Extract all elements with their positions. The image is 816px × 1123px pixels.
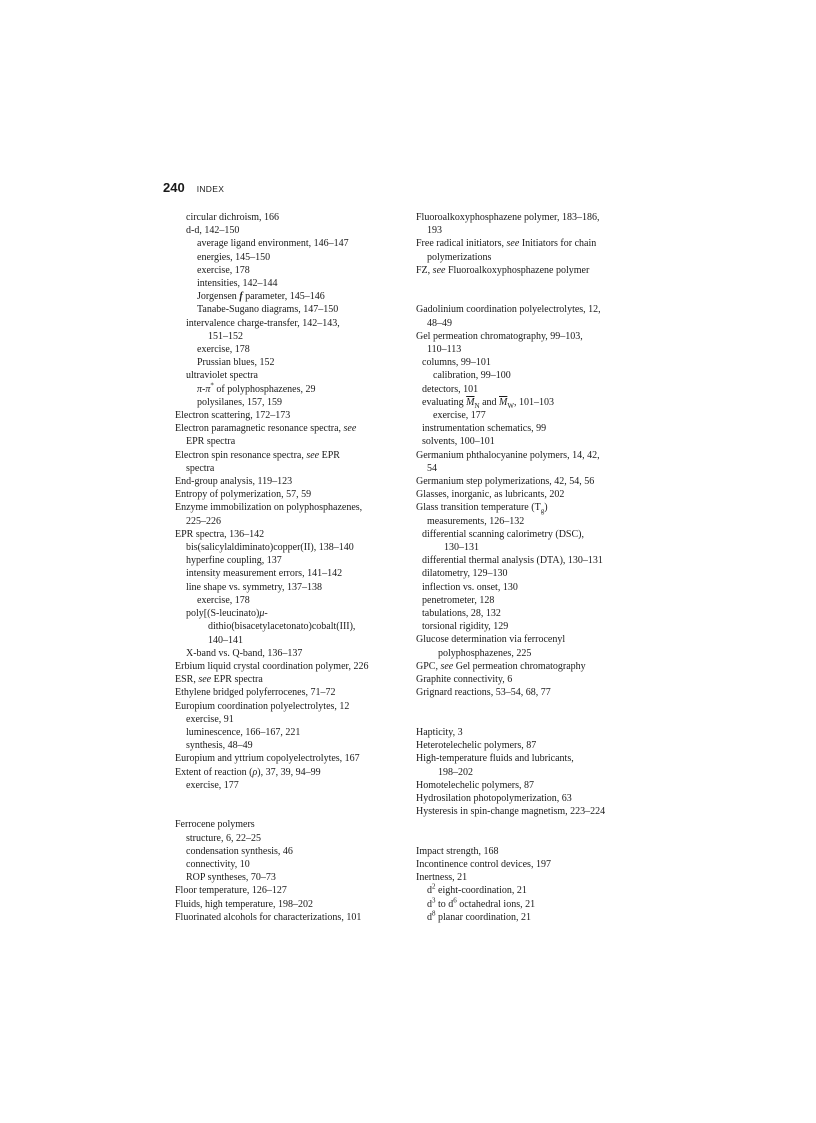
index-entry: Glasses, inorganic, as lubricants, 202 <box>416 489 565 501</box>
index-entry: exercise, 178 <box>197 594 250 606</box>
index-entry: Impact strength, 168 <box>416 845 499 857</box>
index-entry: luminescence, 166–167, 221 <box>186 726 301 738</box>
index-entry: structure, 6, 22–25 <box>186 832 261 844</box>
index-entry: Electron spin resonance spectra, see EPR <box>175 449 340 461</box>
index-entry: intensity measurement errors, 141–142 <box>186 568 343 580</box>
index-entry: columns, 99–101 <box>422 357 491 369</box>
index-entry: dilatometry, 129–130 <box>422 568 508 580</box>
index-entry: circular dichroism, 166 <box>186 212 280 223</box>
index-entry: Incontinence control devices, 197 <box>416 858 551 870</box>
index-entry: π-π* of polyphosphazenes, 29 <box>197 381 316 395</box>
index-entry: 140–141 <box>208 634 243 646</box>
index-entry: Entropy of polymerization, 57, 59 <box>175 489 312 501</box>
index-entry: tabulations, 28, 132 <box>422 608 501 620</box>
index-entry: Fluids, high temperature, 198–202 <box>175 898 314 910</box>
page-number: 240 <box>163 180 185 195</box>
index-entry: Electron paramagnetic resonance spectra, see <box>175 423 357 435</box>
index-entry: Europium coordination polyelectrolytes, 12 <box>175 700 350 712</box>
index-entry: Ethylene bridged polyferrocenes, 71–72 <box>175 687 336 699</box>
running-head: INDEX <box>196 184 225 194</box>
index-entry: d-d, 142–150 <box>186 225 240 237</box>
index-entry: Erbium liquid crystal coordination polymer, 226 <box>175 660 369 672</box>
index-entry: polymerizations <box>427 251 492 263</box>
index-entry: Extent of reaction (ρ), 37, 39, 94–99 <box>175 766 321 778</box>
index-entry: Prussian blues, 152 <box>197 357 275 369</box>
index-entry: Jorgensen f parameter, 145–146 <box>197 291 325 303</box>
index-entry: Ferrocene polymers <box>175 819 255 831</box>
index-entry: End-group analysis, 119–123 <box>175 476 293 488</box>
index-entry: Floor temperature, 126–127 <box>175 885 287 897</box>
index-entry: Free radical initiators, see Initiators for chain <box>416 238 597 250</box>
index-entry: Inertness, 21 <box>416 872 468 884</box>
index-entry: Heterotelechelic polymers, 87 <box>416 740 537 752</box>
index-entry: Enzyme immobilization on polyphosphazenes, <box>175 502 363 514</box>
index-entry: Hysteresis in spin-change magnetism, 223–224 <box>416 806 606 818</box>
index-entry: Tanabe-Sugano diagrams, 147–150 <box>197 304 339 316</box>
index-entry: Homotelechelic polymers, 87 <box>416 779 535 791</box>
index-entry: energies, 145–150 <box>197 251 271 263</box>
index-column-right <box>416 211 648 924</box>
index-entry: condensation synthesis, 46 <box>186 845 293 857</box>
index-entry: inflection vs. onset, 130 <box>422 581 518 593</box>
index-entry: exercise, 178 <box>197 344 250 356</box>
index-entry: exercise, 91 <box>186 713 234 725</box>
index-entry: intervalence charge-transfer, 142–143, <box>186 317 340 329</box>
index-entry: dithio(bisacetylacetonato)cobalt(III), <box>208 621 356 633</box>
section-gap <box>175 792 405 818</box>
index-entry: exercise, 177 <box>186 779 239 791</box>
index-entry: 54 <box>427 462 437 474</box>
index-entry: exercise, 178 <box>197 264 250 276</box>
index-entry: 225–226 <box>186 515 221 527</box>
index-entry: Electron scattering, 172–173 <box>175 410 291 422</box>
index-entry: average ligand environment, 146–147 <box>197 238 349 250</box>
index-entry: synthesis, 48–49 <box>186 740 253 752</box>
index-column-left <box>175 211 405 924</box>
index-entry: instrumentation schematics, 99 <box>422 423 547 435</box>
index-entry: penetrometer, 128 <box>422 594 495 606</box>
index-entry: $d^3$ to $d^6$ octahedral ions, 21 <box>427 896 536 910</box>
index-entry: Fluorinated alcohols for characterizations, 101 <box>175 911 362 923</box>
index-entry: EPR spectra, 136–142 <box>175 528 265 540</box>
index-entry: 151–152 <box>208 330 243 342</box>
index-entry: 110–113 <box>427 344 462 356</box>
index-entry: Europium and yttrium copolyelectrolytes, 167 <box>175 753 360 765</box>
section-gap <box>416 700 648 726</box>
section-gap <box>416 277 648 303</box>
index-entry: EPR spectra <box>186 436 236 448</box>
index-entry: $d^2$ eight-coordination, 21 <box>427 882 527 897</box>
index-entry: poly[(S-leucinato)μ- <box>186 608 268 620</box>
index-entry: 48–49 <box>427 317 452 329</box>
index-entry: polyphosphazenes, 225 <box>438 647 532 659</box>
index-entry: polysilanes, 157, 159 <box>197 396 282 408</box>
index-entry: Gel permeation chromatography, 99–103, <box>416 330 583 342</box>
index-entry: torsional rigidity, 129 <box>422 621 509 633</box>
index-entry: measurements, 126–132 <box>427 515 525 527</box>
index-entry: ultraviolet spectra <box>186 370 258 382</box>
index-entry: hyperfine coupling, 137 <box>186 555 282 567</box>
index-entry: Glucose determination via ferrocenyl <box>416 634 566 646</box>
index-entry: connectivity, 10 <box>186 858 250 870</box>
index-entry: ESR, see EPR spectra <box>175 674 263 686</box>
index-entry: differential thermal analysis (DTA), 130–131 <box>422 555 603 567</box>
index-entry: X-band vs. Q-band, 136–137 <box>186 647 303 659</box>
index-entry: ROP syntheses, 70–73 <box>186 872 276 884</box>
index-entry: Hapticity, 3 <box>416 726 463 738</box>
index-entry: Fluoroalkoxyphosphazene polymer, 183–186, <box>416 212 600 223</box>
index-entry: exercise, 177 <box>433 410 486 422</box>
index-entry: 130–131 <box>444 542 479 554</box>
index-entry: Graphite connectivity, 6 <box>416 674 513 686</box>
index-entry: detectors, 101 <box>422 383 479 395</box>
index-entry: bis(salicylaldiminato)copper(II), 138–140 <box>186 542 354 554</box>
index-entry: Grignard reactions, 53–54, 68, 77 <box>416 687 551 699</box>
index-entry: calibration, 99–100 <box>433 370 511 382</box>
index-entry: $d^8$ planar coordination, 21 <box>427 909 532 923</box>
index-entry: evaluating $\overline{M}_N$ and $\overline{M}_W$, 101–103 <box>422 396 554 410</box>
index-entry: 198–202 <box>438 766 473 778</box>
index-entry: intensities, 142–144 <box>197 278 278 290</box>
index-entry: spectra <box>186 462 215 474</box>
page-header <box>163 180 224 196</box>
index-entry: line shape vs. symmetry, 137–138 <box>186 581 323 593</box>
index-entry: FZ, see Fluoroalkoxyphosphazene polymer <box>416 264 590 276</box>
index-entry: Gadolinium coordination polyelectrolytes, 12, <box>416 304 601 316</box>
index-entry: differential scanning calorimetry (DSC), <box>422 528 584 540</box>
index-entry: GPC, see Gel permeation chromatography <box>416 660 586 672</box>
index-entry: Glass transition temperature $(T_g)$ <box>416 502 548 516</box>
index-entry: 193 <box>427 225 442 237</box>
index-entry: Germanium phthalocyanine polymers, 14, 42, <box>416 449 600 461</box>
index-entry: solvents, 100–101 <box>422 436 495 448</box>
index-entry: Hydrosilation photopolymerization, 63 <box>416 792 572 804</box>
index-entry: High-temperature fluids and lubricants, <box>416 753 574 765</box>
index-entry: Germanium step polymerizations, 42, 54, 56 <box>416 476 595 488</box>
section-gap <box>416 818 648 844</box>
